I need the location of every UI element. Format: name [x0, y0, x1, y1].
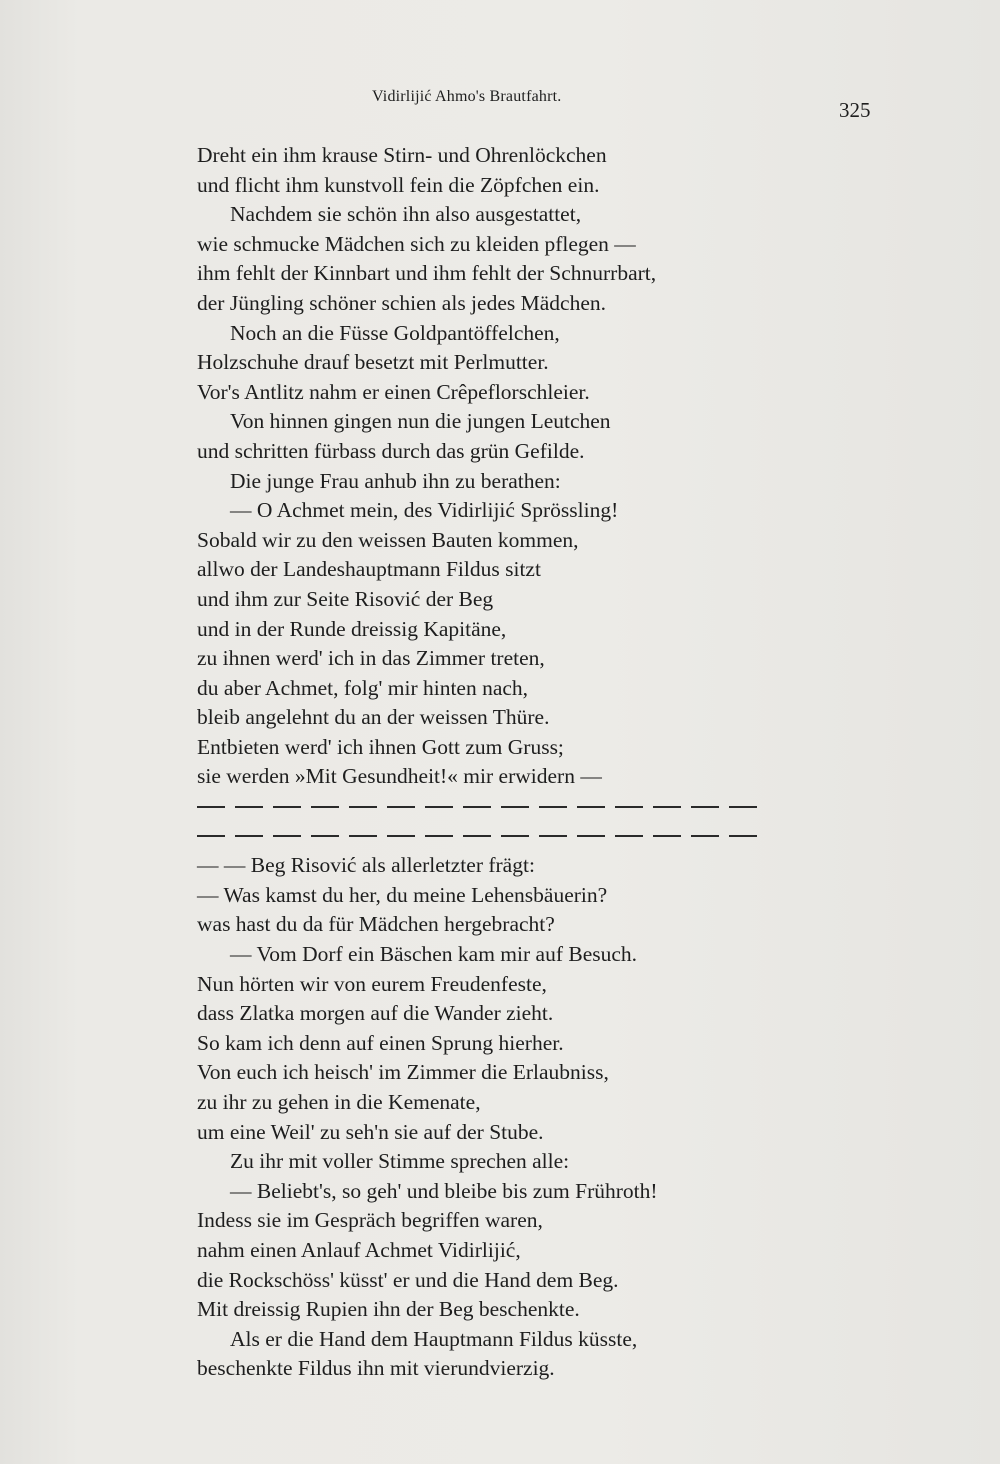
verse-line: Vor's Antlitz nahm er einen Crêpeflorschleier.: [197, 379, 590, 404]
verse-line: Sobald wir zu den weissen Bauten kommen,: [197, 527, 579, 552]
verse-line: allwo der Landeshauptmann Fildus sitzt: [197, 557, 541, 582]
page-number: 325: [839, 98, 871, 122]
verse-line: du aber Achmet, folg' mir hinten nach,: [197, 675, 529, 700]
verse-line: Nun hörten wir von eurem Freudenfeste,: [197, 971, 547, 996]
verse-line: die Rockschöss' küsst' er und die Hand dem Beg.: [197, 1267, 619, 1292]
verse-line: Indess sie im Gespräch begriffen waren,: [197, 1208, 543, 1233]
verse-line: der Jüngling schöner schien als jedes Mädchen.: [197, 290, 606, 315]
poem-text: [197, 141, 757, 1384]
verse-line: was hast du da für Mädchen hergebracht?: [197, 912, 555, 937]
verse-line: zu ihr zu gehen in die Kemenate,: [197, 1090, 481, 1114]
verse-line: zu ihnen werd' ich in das Zimmer treten,: [197, 646, 545, 671]
verse-line: Mit dreissig Rupien ihn der Beg beschenkte.: [197, 1297, 580, 1322]
verse-line: Von hinnen gingen nun die jungen Leutchen: [230, 409, 611, 434]
verse-line: und in der Runde dreissig Kapitäne,: [197, 616, 507, 641]
verse-line: beschenkte Fildus ihn mit vierundvierzig.: [197, 1356, 555, 1381]
verse-line: — Vom Dorf ein Bäschen kam mir auf Besuch.: [230, 942, 638, 967]
verse-line: Zu ihr mit voller Stimme sprechen alle:: [230, 1149, 570, 1174]
verse-line: — O Achmet mein, des Vidirlijić Sprössling!: [230, 498, 619, 523]
verse-line: Entbieten werd' ich ihnen Gott zum Gruss;: [197, 734, 564, 759]
omission-dash-row: [197, 822, 757, 852]
verse-line: — — Beg Risović als allerletzter frägt:: [197, 853, 535, 878]
verse-line: ihm fehlt der Kinnbart und ihm fehlt der Schnurrbart,: [197, 261, 657, 286]
verse-line: und flicht ihm kunstvoll fein die Zöpfchen ein.: [197, 172, 600, 197]
verse-line: und schritten fürbass durch das grün Gefilde.: [197, 438, 585, 463]
verse-line: — Was kamst du her, du meine Lehensbäuerin?: [197, 882, 608, 907]
verse-line: wie schmucke Mädchen sich zu kleiden pflegen —: [197, 231, 636, 256]
verse-line: um eine Weil' zu seh'n sie auf der Stube.: [197, 1119, 544, 1144]
verse-line: und ihm zur Seite Risović der Beg: [197, 586, 494, 611]
omission-dash-row: [197, 792, 757, 822]
verse-line: bleib angelehnt du an der weissen Thüre.: [197, 705, 550, 730]
verse-line: Noch an die Füsse Goldpantöffelchen,: [230, 320, 560, 345]
verse-line: Die junge Frau anhub ihn zu berathen:: [230, 468, 561, 493]
verse-line: Als er die Hand dem Hauptmann Fildus küsste,: [230, 1326, 638, 1351]
running-title: Vidirlijić Ahmo's Brautfahrt.: [372, 88, 562, 105]
verse-line: Dreht ein ihm krause Stirn- und Ohrenlöckchen: [197, 143, 607, 167]
verse-line: sie werden »Mit Gesundheit!« mir erwidern —: [197, 764, 602, 789]
verse-line: — Beliebt's, so geh' und bleibe bis zum Frühroth!: [230, 1178, 658, 1203]
verse-line: Holzschuhe drauf besetzt mit Perlmutter.: [197, 350, 549, 375]
verse-line: Von euch ich heisch' im Zimmer die Erlaubniss,: [197, 1060, 609, 1085]
verse-line: So kam ich denn auf einen Sprung hierher.: [197, 1030, 564, 1055]
verse-line: Nachdem sie schön ihn also ausgestattet,: [230, 202, 582, 227]
verse-line: nahm einen Anlauf Achmet Vidirlijić,: [197, 1237, 521, 1262]
verse-line: dass Zlatka morgen auf die Wander zieht.: [197, 1001, 554, 1026]
